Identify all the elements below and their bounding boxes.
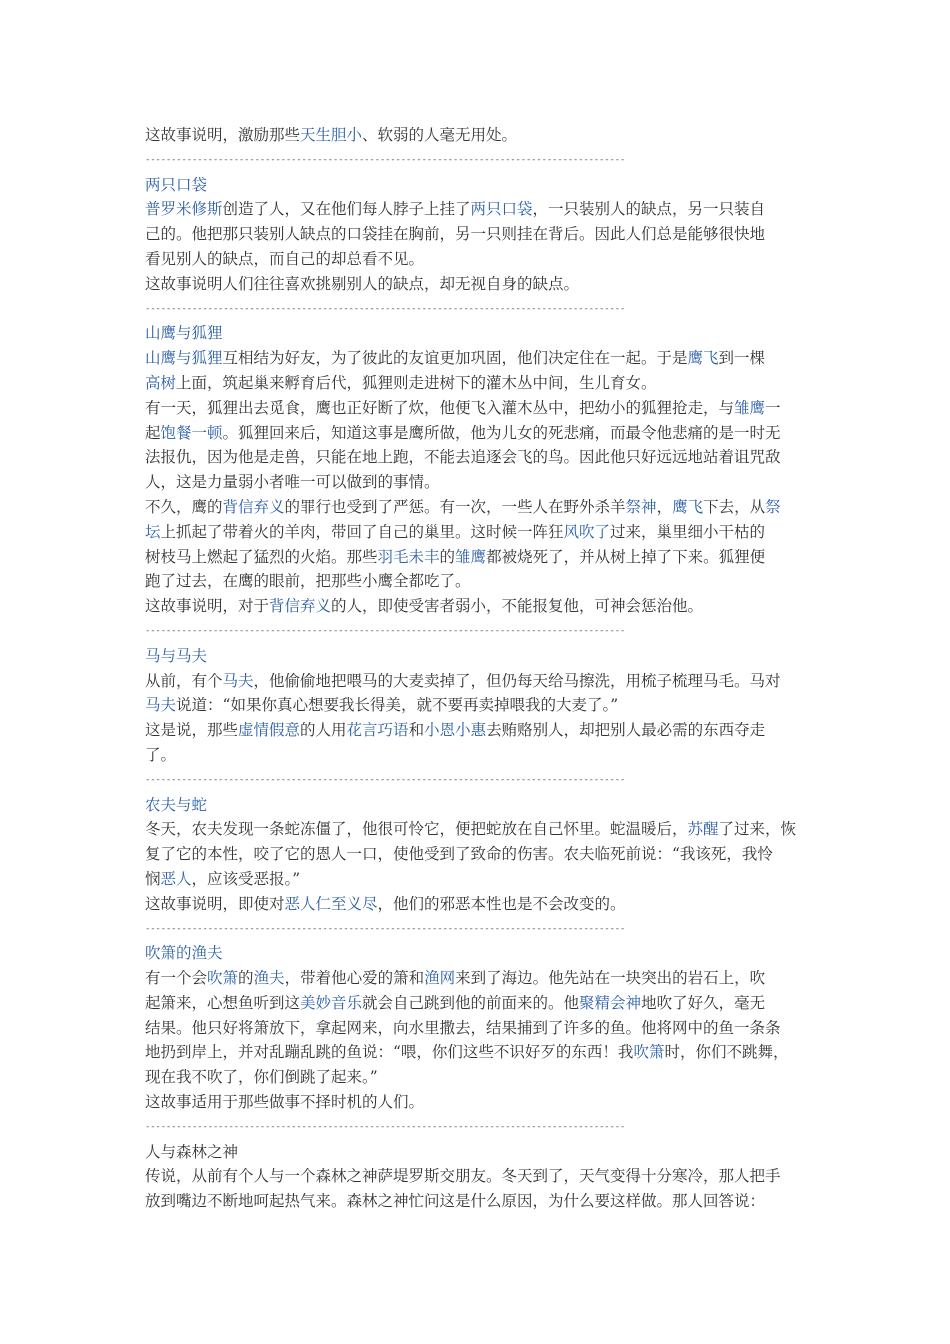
text-line (145, 222, 815, 247)
text-line (145, 247, 815, 272)
keyword-link[interactable]: 鹰飞 (672, 497, 704, 516)
story-title (145, 321, 815, 346)
text-line (145, 1189, 815, 1214)
keyword-link[interactable]: 雏鹰 (455, 547, 487, 566)
text-span: 地吹了好久，毫无 (641, 993, 766, 1012)
keyword-link[interactable]: 坛 (145, 522, 161, 541)
keyword-link[interactable]: 小恩小惠 (424, 721, 487, 740)
text-span: 下去，从 (703, 497, 766, 516)
keyword-link[interactable]: 虚情假意 (238, 721, 301, 740)
text-span: 起箫来，心想鱼听到这 (145, 993, 301, 1012)
text-span: 去贿赂别人，却把别人最必需的东西夺走 (486, 721, 766, 740)
text-span: 这是说，那些 (145, 721, 239, 740)
section-separator: -------------------------------------------------------------------------------------------- (145, 923, 626, 934)
text-span: ，应该受恶报。” (191, 869, 301, 888)
text-line (145, 1090, 815, 1115)
keyword-link[interactable]: 风吹了 (563, 522, 611, 541)
text-line (145, 892, 815, 917)
keyword-link[interactable]: 吹箫 (207, 969, 239, 988)
text-line (145, 718, 815, 743)
keyword-link[interactable]: 山鹰与狐狸 (145, 324, 223, 343)
text-line (145, 1016, 815, 1041)
story-title (145, 173, 815, 198)
keyword-link[interactable]: 美妙音乐 (300, 993, 363, 1012)
text-span: 过来，巢里细小干枯的 (610, 522, 766, 541)
text-line (145, 371, 815, 396)
text-span: 这故事适用于那些做事不择时机的人们。 (145, 1093, 425, 1112)
text-span: 法报仇，因为他是走兽，只能在地上跑，不能去追逐会飞的鸟。因此他只好远远地站着诅咒敌 (145, 448, 781, 467)
text-span: ，一只装别人的缺点，另一只装自 (532, 200, 766, 219)
document-body (145, 123, 815, 1214)
text-line (145, 495, 815, 520)
keyword-link[interactable]: 苏醒 (687, 820, 719, 839)
keyword-link[interactable]: 普罗米修斯 (145, 200, 223, 219)
text-span: 到一棵 (718, 349, 766, 368)
text-span: 起 (145, 423, 161, 442)
text-span: 复了它的本性，咬了它的恩人一口，使他受到了致命的伤害。农夫临死前说：“我该死，我怜 (145, 845, 773, 864)
text-line (145, 669, 815, 694)
text-line (145, 346, 815, 371)
keyword-link[interactable]: 山鹰与狐狸 (145, 349, 223, 368)
text-span: 地扔到岸上，并对乱蹦乱跳的鱼说：“喂，你们这些不识好歹的东西！我 (145, 1043, 634, 1062)
keyword-link[interactable]: 背信弃义 (269, 597, 332, 616)
text-line (145, 991, 815, 1016)
text-line (145, 817, 815, 842)
text-span: 这故事说明，激励那些 (145, 126, 301, 144)
keyword-link[interactable]: 祭神 (625, 497, 657, 516)
text-span: 树枝马上燃起了猛烈的火焰。那些 (145, 547, 378, 566)
keyword-link[interactable]: 花言巧语 (346, 721, 409, 740)
text-span: 己的。他把那只装别人缺点的口袋挂在胸前，另一只则挂在背后。因此人们总是能够很快地 (145, 225, 766, 244)
story-title (145, 644, 815, 669)
keyword-link[interactable]: 马夫 (176, 646, 208, 665)
text-span: 来到了海边。他先站在一块突出的岩石上，吹 (455, 969, 766, 988)
text-line (145, 594, 815, 619)
keyword-link[interactable]: 恶人 (160, 869, 192, 888)
section-separator: -------------------------------------------------------------------------------------------- (145, 625, 626, 636)
text-line (145, 470, 815, 495)
text-span: 有一个会 (145, 969, 208, 988)
text-span: 吹箫的 (145, 944, 192, 963)
section-separator: -------------------------------------------------------------------------------------------- (145, 154, 626, 165)
text-span: 这故事说明，对于 (145, 597, 270, 616)
text-line (145, 545, 815, 570)
text-span: 上面，筑起巢来孵育后代，狐狸则走进树下的灌木丛中间，生儿育女。 (176, 373, 657, 392)
keyword-link[interactable]: 背信弃义 (222, 497, 285, 516)
keyword-link[interactable]: 祭 (765, 497, 781, 516)
text-span: 。狐狸回来后，知道这事是鹰所做，他为儿女的死悲痛，而最令他悲痛的是一时无 (222, 423, 781, 442)
keyword-link[interactable]: 渔夫 (191, 944, 223, 963)
text-span: 人，这是力量弱小者唯一可以做到的事情。 (145, 473, 440, 492)
keyword-link[interactable]: 恶人仁至义尽 (284, 894, 378, 913)
keyword-link[interactable]: 两只口袋 (145, 175, 208, 194)
keyword-link[interactable]: 两只口袋 (470, 200, 533, 219)
story-title (145, 793, 815, 818)
text-line (145, 197, 815, 222)
text-span: 的人，即使受害者弱小，不能报复他，可神会惩治他。 (331, 597, 704, 616)
keyword-link[interactable]: 渔夫 (253, 969, 285, 988)
keyword-link[interactable]: 羽毛未丰 (377, 547, 440, 566)
text-span: 和 (408, 721, 425, 740)
keyword-link[interactable]: 农夫与蛇 (145, 795, 208, 814)
text-line (145, 743, 815, 768)
text-span: 放到嘴边不断地呵起热气来。森林之神忙问这是什么原因，为什么要这样做。那人回答说： (145, 1192, 766, 1211)
text-span: 互相结为好友，为了彼此的友谊更加巩固，他们决定住在一起。于是 (222, 349, 688, 368)
text-span: 冬天，农夫发现一条蛇冻僵了，他很可怜它，便把蛇放在自己怀里。蛇温暖后， (145, 820, 688, 839)
story-title (145, 941, 815, 966)
text-line (145, 1040, 815, 1065)
text-line (145, 520, 815, 545)
text-span: 结果。他只好将箫放下，拿起网来，向水里撒去，结果捕到了许多的鱼。他将网中的鱼一条条 (145, 1018, 781, 1037)
keyword-link[interactable]: 天生胆小 (300, 126, 363, 144)
keyword-link[interactable]: 鹰飞 (687, 349, 719, 368)
text-span: 的 (238, 969, 254, 988)
text-span: ，他偷偷地把喂马的大麦卖掉了，但仍每天给马擦洗，用梳子梳理马毛。马对 (253, 671, 781, 690)
text-span: 传说，从前有个人与一个森林之神萨堤罗斯交朋友。冬天到了，天气变得十分寒冷，那人把手 (145, 1167, 781, 1186)
text-span: 时，你们不跳舞， (664, 1043, 789, 1062)
keyword-link[interactable]: 聚精会神 (579, 993, 642, 1012)
keyword-link[interactable]: 饱餐一顿 (160, 423, 223, 442)
keyword-link[interactable]: 马夫 (222, 671, 254, 690)
text-span: 就会自己跳到他的前面来的。他 (362, 993, 580, 1012)
text-span: 都被烧死了，并从树上掉了下来。狐狸便 (486, 547, 766, 566)
text-line (145, 1164, 815, 1189)
text-span: ，带着他心爱的箫和 (284, 969, 425, 988)
text-line (145, 1065, 815, 1090)
text-span: 一 (765, 398, 781, 417)
text-line (145, 842, 815, 867)
text-span: 看见别人的缺点，而自己的却总看不见。 (145, 249, 425, 268)
text-span: 马与 (145, 646, 177, 665)
text-span: 有一天，狐狸出去觅食，鹰也正好断了炊，他便飞入灌木丛中，把幼小的狐狸抢走，与 (145, 398, 735, 417)
text-span: ，他们的邪恶本性也是不会改变的。 (377, 894, 626, 913)
text-span: 说道：“如果你真心想要我长得美，就不要再卖掉喂我的大麦了。” (176, 696, 619, 715)
text-line (145, 966, 815, 991)
text-span: 现在我不吹了，你们倒跳了起来。” (145, 1068, 378, 1087)
text-span: 从前，有个 (145, 671, 223, 690)
text-line (145, 421, 815, 446)
text-span: 这故事说明人们往往喜欢挑剔别人的缺点，却无视自身的缺点。 (145, 274, 580, 293)
section-separator: -------------------------------------------------------------------------------------------- (145, 1121, 626, 1132)
text-span: 人与森林之神 (145, 1142, 239, 1161)
text-span: 上抓起了带着火的羊肉，带回了自己的巢里。这时候一阵狂 (160, 522, 564, 541)
text-line (145, 569, 815, 594)
keyword-link[interactable]: 吹箫 (633, 1043, 665, 1062)
text-line (145, 272, 815, 297)
text-span: 悯 (145, 869, 161, 888)
keyword-link[interactable]: 高树 (145, 373, 177, 392)
text-span: 跑了过去，在鹰的眼前，把那些小鹰全都吃了。 (145, 572, 471, 591)
section-separator: -------------------------------------------------------------------------------------------- (145, 774, 626, 785)
keyword-link[interactable]: 雏鹰 (734, 398, 766, 417)
text-span: 了。 (145, 745, 177, 764)
keyword-link[interactable]: 渔网 (424, 969, 456, 988)
story-title (145, 1140, 815, 1165)
text-span: 不久，鹰的 (145, 497, 223, 516)
text-span: 了过来，恢 (718, 820, 797, 839)
text-line (145, 396, 815, 421)
text-span: ， (656, 497, 673, 516)
text-span: 的人用 (300, 721, 347, 740)
text-line (145, 445, 815, 470)
text-span: 、软弱的人毫无用处。 (362, 126, 518, 144)
text-span: 这故事说明，即使对 (145, 894, 285, 913)
text-span: 的 (439, 547, 456, 566)
text-line (145, 123, 815, 148)
text-span: 的罪行也受到了严惩。有一次，一些人在野外杀羊 (284, 497, 626, 516)
text-line (145, 693, 815, 718)
text-span: 创造了人，又在他们每人脖子上挂了 (222, 200, 471, 219)
keyword-link[interactable]: 马夫 (145, 696, 177, 715)
text-line (145, 867, 815, 892)
section-separator: -------------------------------------------------------------------------------------------- (145, 303, 626, 314)
